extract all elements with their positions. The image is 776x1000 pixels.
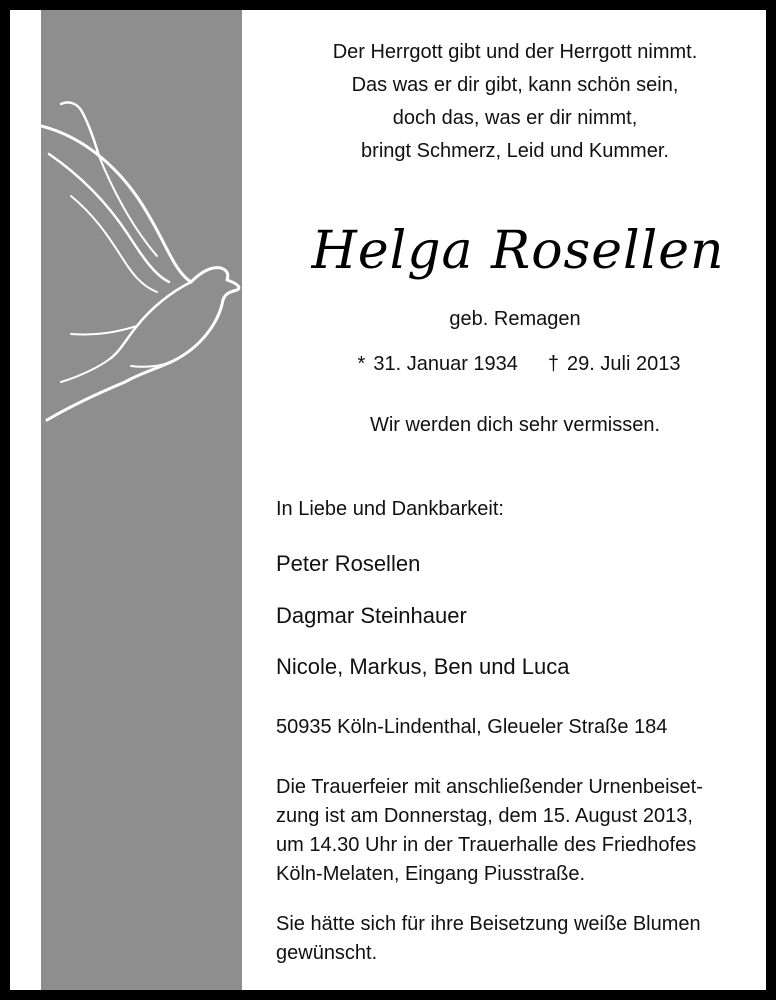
poem-line: Der Herrgott gibt und der Herrgott nimmt.	[332, 41, 698, 63]
deceased-name: Helga Rosellen	[311, 221, 725, 281]
funeral-info	[276, 773, 766, 889]
poem-line: doch das, was er dir nimmt,	[392, 107, 638, 129]
poem	[270, 36, 760, 168]
mourner-name: Nicole, Markus, Ben und Luca	[276, 654, 570, 679]
flowers-line: Sie hätte sich für ihre Beisetzung weiße Blumen	[276, 913, 701, 935]
thanks-intro: In Liebe und Dankbarkeit:	[276, 498, 504, 520]
decorative-band	[41, 10, 242, 990]
family-address: 50935 Köln-Lindenthal, Gleueler Straße 184	[276, 716, 668, 738]
poem-line: Das was er dir gibt, kann schön sein,	[351, 74, 679, 96]
death-symbol: †	[547, 353, 560, 375]
birth-date: 31. Januar 1934	[373, 353, 518, 375]
flowers-line: gewünscht.	[276, 942, 378, 964]
maiden-name: geb. Remagen	[449, 308, 581, 330]
funeral-line: Köln-Melaten, Eingang Piusstraße.	[276, 863, 586, 885]
death-date: 29. Juli 2013	[567, 353, 681, 375]
farewell-line: Wir werden dich sehr vermissen.	[369, 414, 661, 436]
funeral-line: zung ist am Donnerstag, dem 15. August 2013,	[276, 805, 693, 827]
life-dates	[270, 351, 760, 377]
mourner-name: Dagmar Steinhauer	[276, 603, 467, 628]
mourner-name: Peter Rosellen	[276, 551, 421, 576]
poem-line: bringt Schmerz, Leid und Kummer.	[361, 140, 669, 162]
birth-symbol: *	[357, 353, 366, 375]
funeral-line: um 14.30 Uhr in der Trauerhalle des Friedhofes	[276, 834, 697, 856]
dove-icon	[41, 96, 242, 436]
flowers-wish	[276, 910, 766, 968]
funeral-line: Die Trauerfeier mit anschließender Urnenbeiset-	[276, 776, 703, 798]
